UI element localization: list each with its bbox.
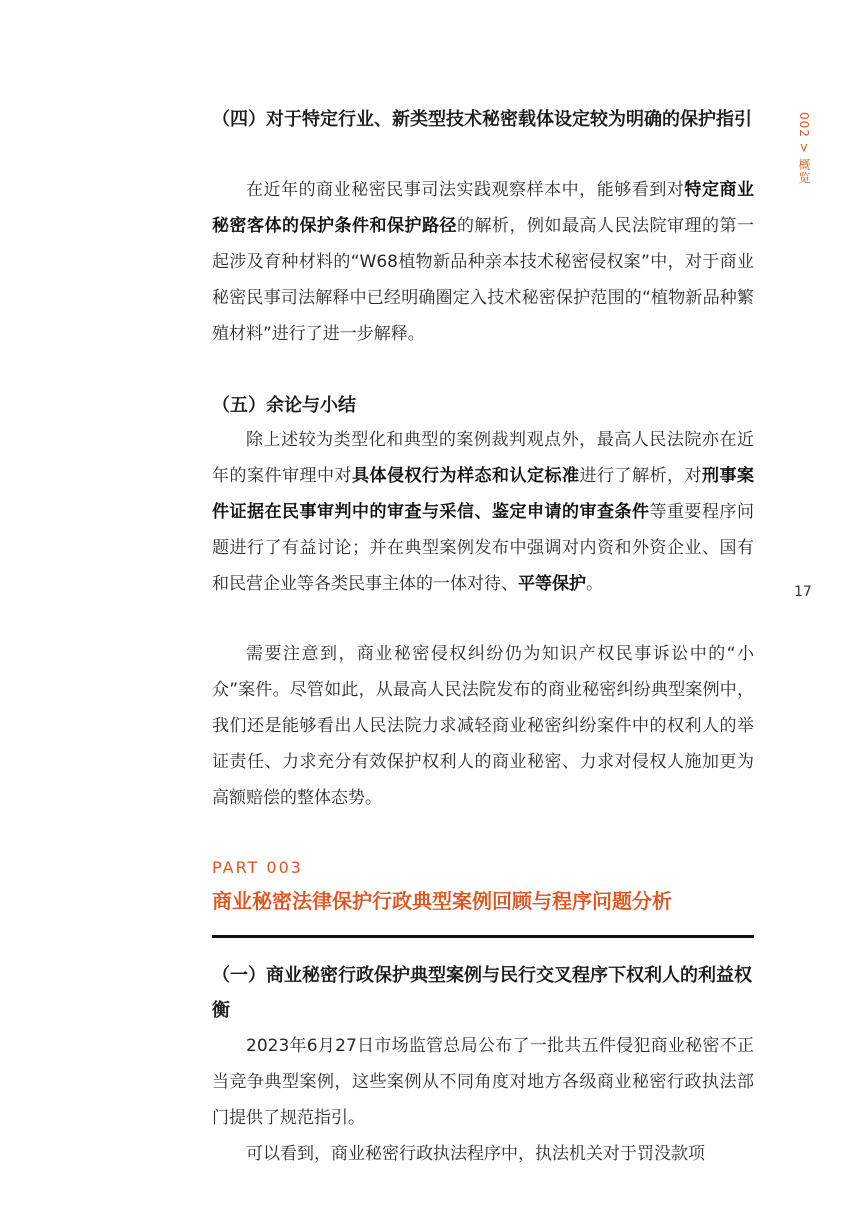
- section-5-paragraph-1: [212, 422, 754, 602]
- divider: [212, 935, 754, 938]
- section-4-paragraph: [212, 172, 754, 352]
- section-5-paragraph-2: 需要注意到，商业秘密侵权纠纷仍为知识产权民事诉讼中的“小众”案件。尽管如此，从最高人民法院发布的商业秘密纠纷典型案例中，我们还是能够看出人民法院力求减轻商业秘密纠纷案件中的权利人的举证责任、力求充分有效保护权利人的商业秘密、力求对侵权人施加更为高额赔偿的整体态势。: [212, 644, 754, 808]
- text-run: 进行了解析，对: [579, 466, 702, 486]
- page-number: 17: [794, 584, 812, 600]
- section-4-heading: （四）对于特定行业、新类型技术秘密载体设定较为明确的保护指引: [212, 109, 752, 130]
- emphasis-text: 特定商业秘密客体的保护条件和保护路径: [212, 180, 755, 236]
- part-title: 商业秘密法律保护行政典型案例回顾与程序问题分析: [212, 889, 672, 913]
- text-run: 。: [586, 574, 603, 594]
- text-run: 等重要程序问题进行了有益讨论；并在典型案例发布中强调对内资和外资企业、国有和民营企业等各类民事主体的一体对待、: [212, 502, 754, 594]
- section-6-paragraph-2: 可以看到，商业秘密行政执法程序中，执法机关对于罚没款项: [246, 1144, 705, 1164]
- section-6-heading: （一）商业秘密行政保护典型案例与民行交叉程序下权利人的利益权衡: [212, 965, 752, 1021]
- part-label: PART 003: [212, 858, 303, 877]
- emphasis-text: 平等保护: [518, 574, 586, 594]
- emphasis-text: 刑事案件证据在民事审判中的审查与采信、鉴定申请的审查条件: [212, 466, 754, 522]
- text-run: 的解析，例如最高人民法院审理的第一起涉及育种材料的“W68植物新品种亲本技术秘密侵权案”中，对于商业秘密民事司法解释中已经明确圈定入技术秘密保护范围的“植物新品种繁殖材料”进行了进一步解释。: [212, 216, 754, 344]
- text-run: 在近年的商业秘密民事司法实践观察样本中，能够看到对: [246, 180, 685, 200]
- chapter-tab: 002 > 概览: [797, 112, 811, 185]
- section-6-paragraph-1: 2023年6月27日市场监管总局公布了一批共五件侵犯商业秘密不正当竞争典型案例，这些案例从不同角度对地方各级商业秘密行政执法部门提供了规范指引。: [212, 1036, 754, 1128]
- section-5-heading: （五）余论与小结: [212, 395, 356, 416]
- emphasis-text: 具体侵权行为样态和认定标准: [352, 466, 580, 486]
- text-run: 除上述较为类型化和典型的案例裁判观点外，最高人民法院亦在近年的案件审理中对: [212, 430, 754, 486]
